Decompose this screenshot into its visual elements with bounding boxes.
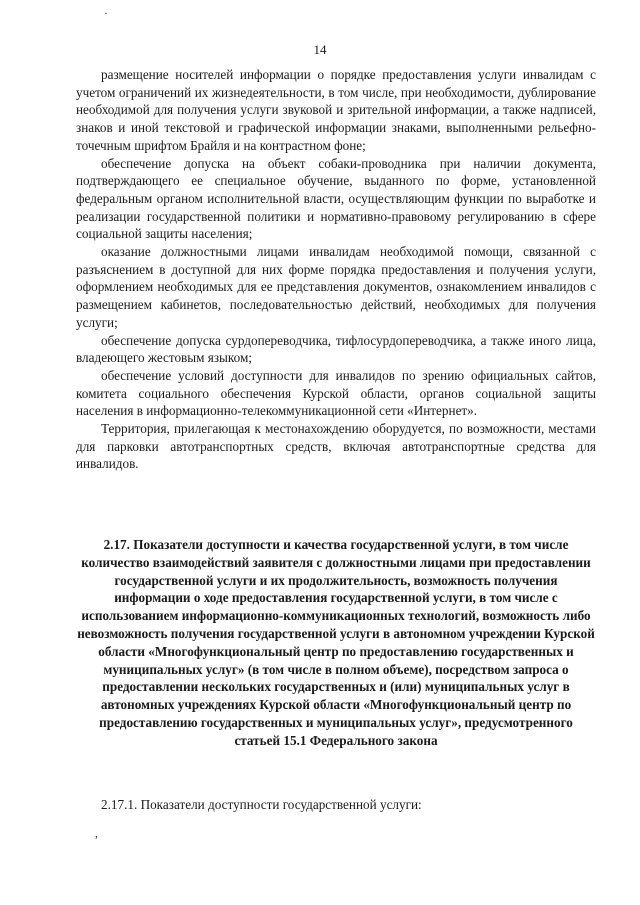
page-number: 14 bbox=[313, 42, 327, 57]
paragraph-parking: Территория, прилегающая к местонахождению оборудуется, по возможности, местами для парковки автотранспортных средств, включая автотранспортные средства для инвалидов. bbox=[76, 421, 596, 472]
paragraph-guide-dog: обеспечение допуска на объект собаки-проводника при наличии документа, подтверждающего ее специальное обучение, выданного по форме, установленной федеральным органом исполнительной власти, осуществляющим функции по выработке и реализации государственной политики и нормативно-правовому регулированию в сфере социальной защиты населения; bbox=[76, 155, 596, 242]
paragraph-staff-assistance: оказание должностными лицами инвалидам необходимой помощи, связанной с разъяснением в доступной для них форме порядка предоставления и получения услуги, оформлением необходимых для ее представления документов, ознакомлением инвалидов с размещением кабинетов, последовательностью действий, необходимых для получения услуги; bbox=[76, 244, 596, 330]
scan-dot: · bbox=[104, 6, 108, 20]
paragraph-sign-interpreter: обеспечение допуска сурдопереводчика, тифлосурдопереводчика, а также иного лица, владеющего жестовым языком; bbox=[76, 332, 596, 366]
section-heading: 2.17. Показатели доступности и качества государственной услуги, в том числе количество взаимодействий заявителя с должностными лицами при предоставлении государственной услуги и их продолжительность, возможность получения информации о ходе предоставления государственной услуги, в том числе с использованием информационно-коммуникационных технологий, возможность либо невозможность получения государственной услуги в автономном учреждении Курской области «Многофункциональный центр по предоставлению государственных и муниципальных услуг» (в том числе в полном объеме), посредством запроса о предоставлении нескольких государственных и (или) муниципальных услуг в автономных учреждениях Курской области «Многофункциональный центр по предоставлению государственных и муниципальных услуг», предусмотренного статьей 15.1 Федерального закона bbox=[77, 537, 595, 748]
subsection-text: 2.17.1. Показатели доступности государственной услуги: bbox=[101, 797, 422, 812]
paragraph-website-accessibility: обеспечение условий доступности для инвалидов по зрению официальных сайтов, комитета социального обеспечения Курской области, органов социальной защиты населения в информационно-телекоммуникационной сети «Интернет». bbox=[76, 367, 596, 419]
scan-mark: , bbox=[95, 826, 98, 840]
paragraph-information-carriers: размещение носителей информации о порядке предоставления услуги инвалидам с учетом ограничений их жизнедеятельности, в том числе, при необходимости, дублирование необходимой для получения услуги звуковой и зрительной информации, а также надписей, знаков и иной текстовой и графической информации знаками, выполненными рельефно-точечным шрифтом Брайля и на контрастном фоне; bbox=[76, 67, 596, 153]
body-text bbox=[76, 66, 596, 473]
